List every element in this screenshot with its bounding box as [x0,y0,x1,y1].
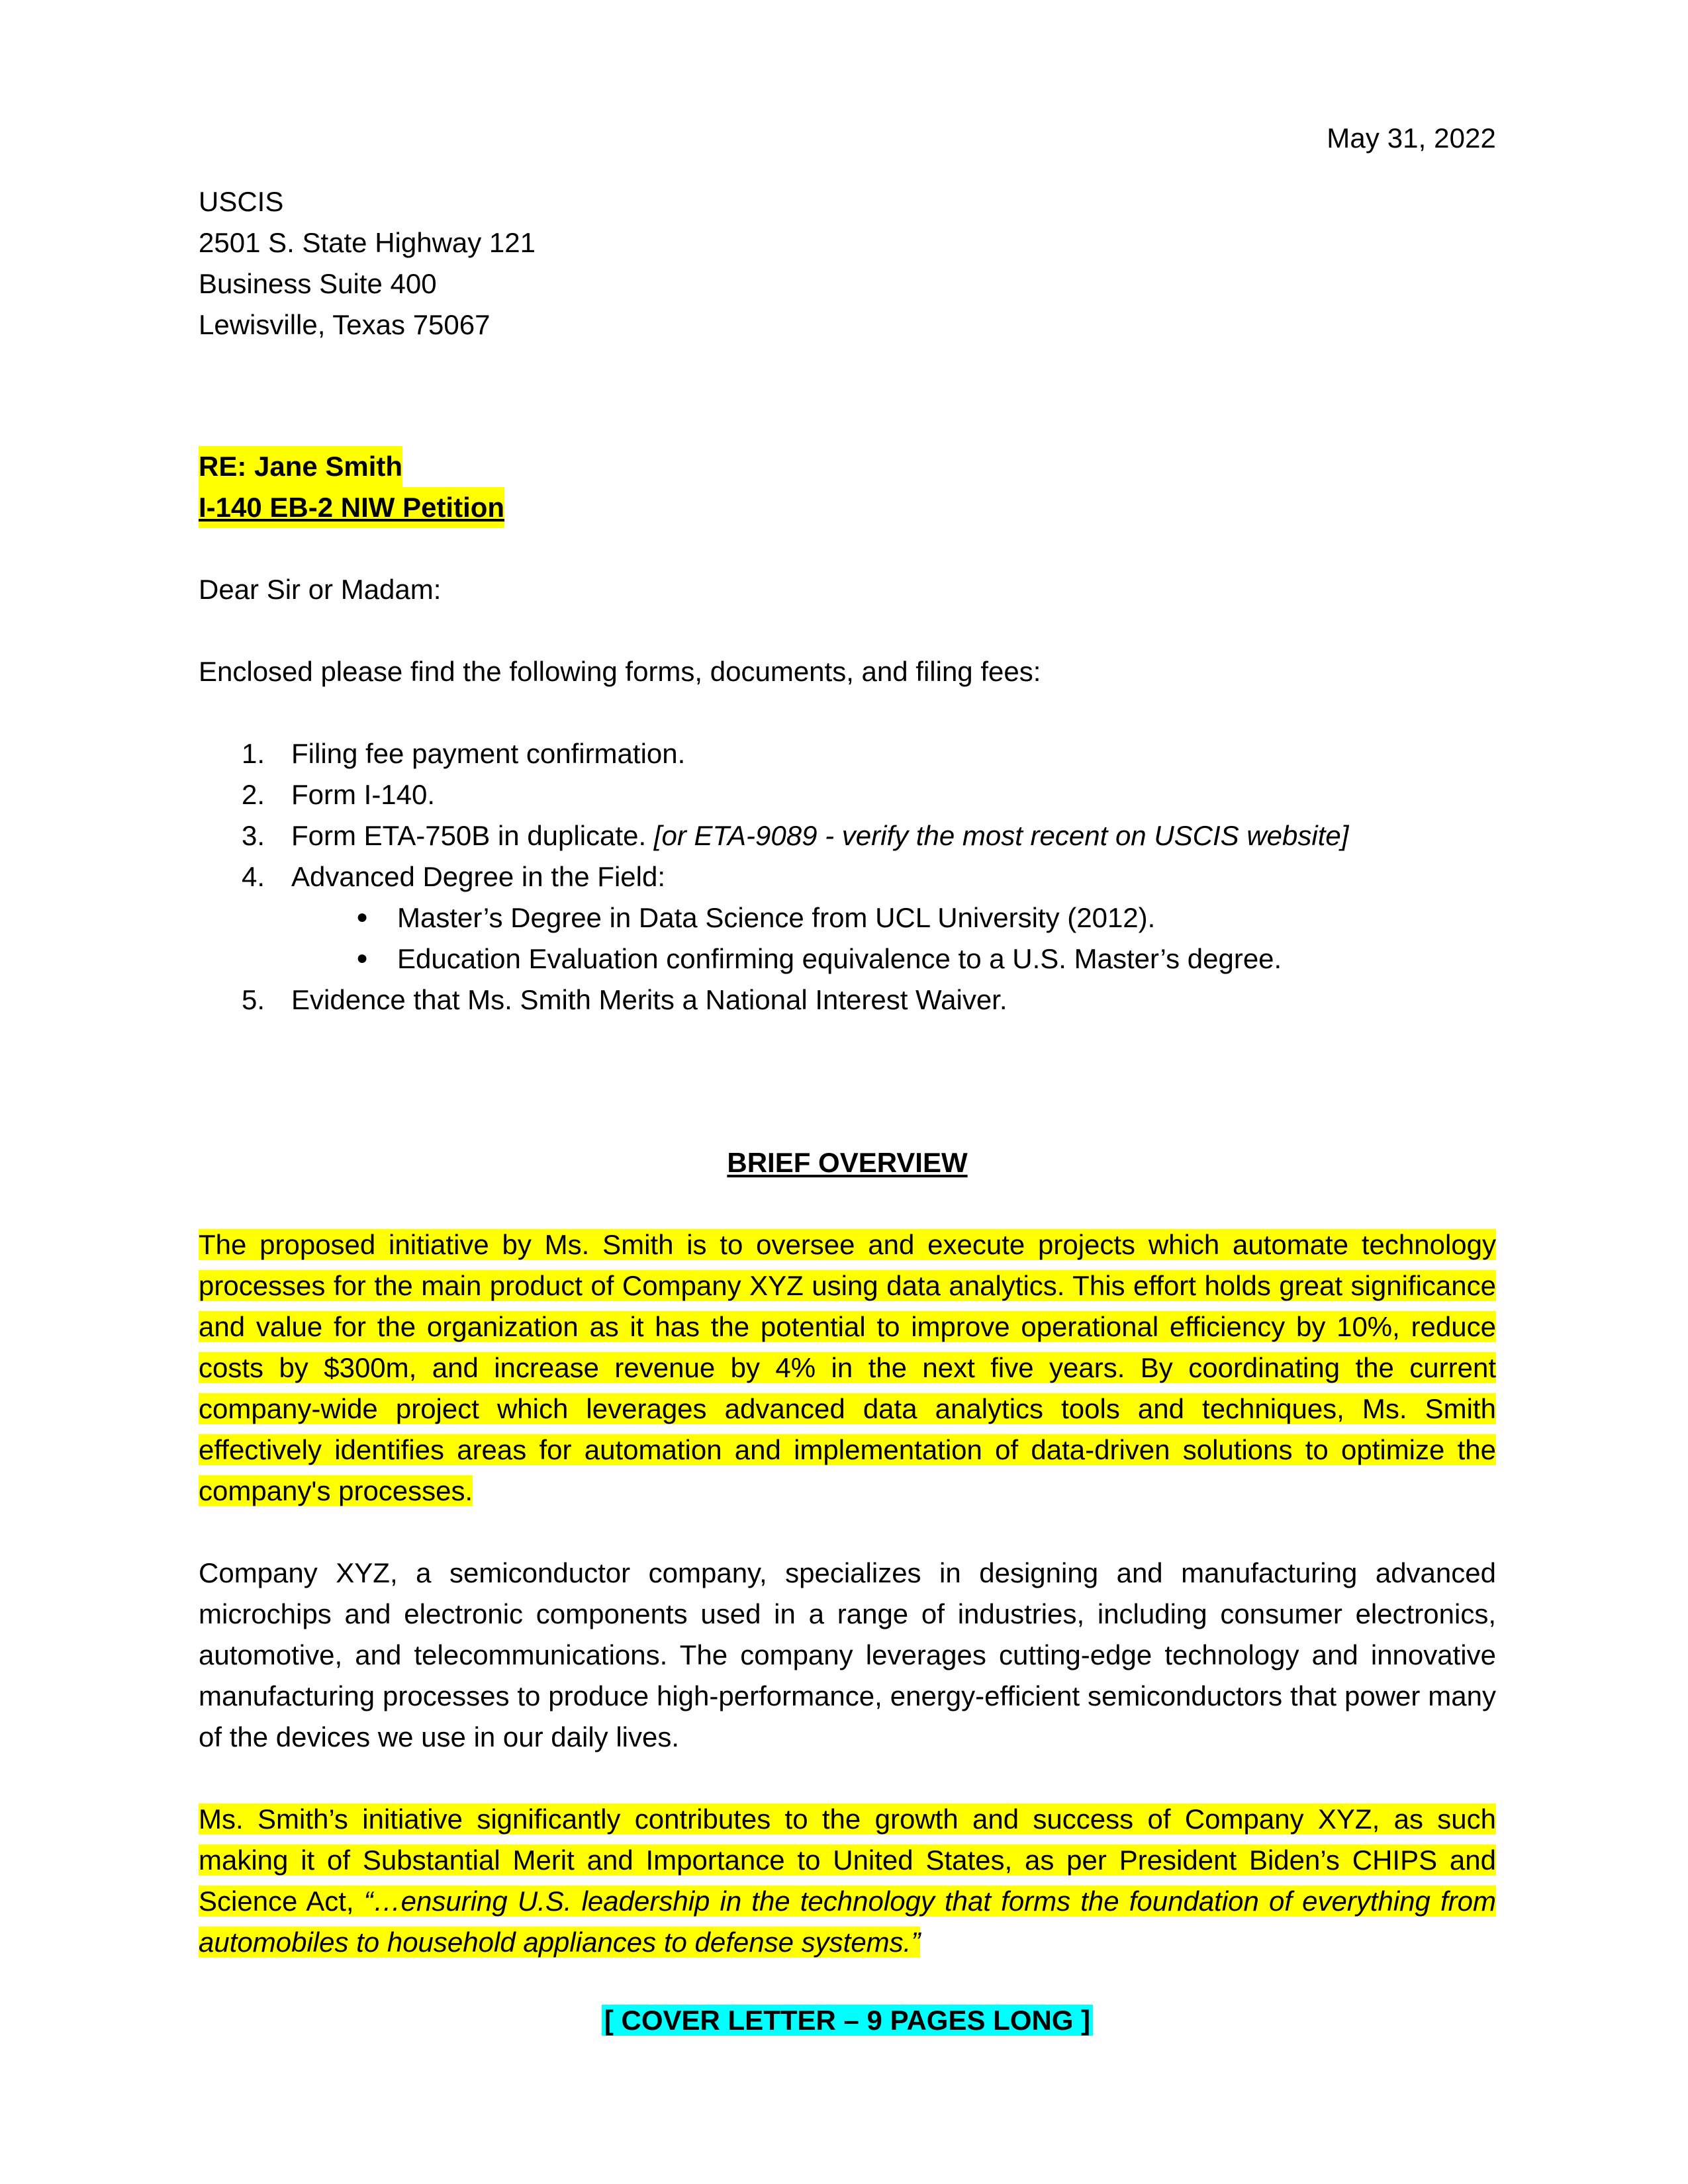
enclosure-item [199,815,1496,856]
paragraph-overview-text: The proposed initiative by Ms. Smith is to oversee and execute projects which automate technology processes for the main product of Company XYZ using data analytics. This effort holds great significance and value for the organization as it has the potential to improve operational efficiency by 10%, reduce costs by $300m, and increase revenue by 4% in the next five years. By coordinating the current company-wide project which leverages advanced data analytics tools and techniques, Ms. Smith effectively identifies areas for automation and implementation of data-driven solutions to optimize the company's processes. [199,1229,1496,1506]
enclosure-item-label: Form I-140. [291,779,436,810]
merit-statement-lead: Ms. Smith’s initiative significantly contributes to the growth and success of Company XYZ, as such making it of Substantial Merit and Importance to United States, as per President Biden’s CHIPS and Science Act, [199,1803,1496,1917]
enclosure-item [199,979,1496,1021]
subject-line-2-row [199,487,1496,528]
recipient-address-line-2: Business Suite 400 [199,268,437,299]
footer-note [199,2000,1496,2041]
enclosures-list [199,733,1496,1021]
subject-block [199,446,1496,528]
spacer-after-heading [199,1183,1496,1224]
subject-line-2: I-140 EB-2 NIW Petition [199,487,504,528]
enclosure-sub-bullet-item: ● Education Evaluation confirming equivalence to a U.S. Master’s degree. [291,938,1496,979]
spacer-after-subject [199,528,1496,569]
recipient-name: USCIS [199,186,284,217]
cover-letter-length-badge: [ COVER LETTER – 9 PAGES LONG ] [602,2005,1093,2036]
spacer-before-heading [199,1021,1496,1101]
spacer-between-paragraphs-2 [199,1758,1496,1799]
spacer-after-intro [199,692,1496,733]
recipient-address-line-1: 2501 S. State Highway 121 [199,227,536,258]
enclosure-sub-bullet-list [291,897,1496,979]
paragraph-company-description: Company XYZ, a semiconductor company, specializes in designing and manufacturing advanced microchips and electronic components used in a range of industries, including consumer electronics, automotive, and telecommunications. The company leverages cutting-edge technology and innovative manufacturing processes to produce high-performance, energy-efficient semiconductors that power many of the devices we use in our daily lives. [199,1557,1496,1752]
paragraph-merit-statement-text [199,1803,1496,1958]
intro-line: Enclosed please find the following forms, documents, and filing fees: [199,656,1041,687]
enclosure-item-label: Filing fee payment confirmation. [291,738,686,769]
subject-line-1: RE: Jane Smith [199,446,402,487]
chips-act-quote: “…ensuring U.S. leadership in the technology that forms the foundation of everything from automobiles to household appliances to defense systems.” [199,1886,1496,1958]
subject-line-1-row [199,446,1496,487]
enclosure-sub-bullet-item: ● Master’s Degree in Data Science from UCL University (2012). [291,897,1496,938]
spacer-before-heading-2 [199,1101,1496,1142]
enclosure-item-label: Evidence that Ms. Smith Merits a National Interest Waiver. [291,984,1008,1015]
enclosure-item-label: Advanced Degree in the Field: [291,861,666,892]
spacer-before-subject [199,426,1496,446]
paragraph-overview [199,1224,1496,1512]
recipient-address-block [199,181,1496,345]
enclosure-item-label: Form ETA-750B in duplicate. [291,820,654,851]
enclosure-item [199,733,1496,774]
salutation: Dear Sir or Madam: [199,574,442,605]
spacer-after-salutation [199,610,1496,651]
paragraph-merit-statement [199,1799,1496,1963]
enclosure-item [199,856,1496,979]
recipient-address-line-3: Lewisville, Texas 75067 [199,309,491,340]
spacer-between-paragraphs-1 [199,1512,1496,1553]
enclosure-item [199,774,1496,815]
enclosure-item-note: [or ETA-9089 - verify the most recent on USCIS website] [653,820,1349,851]
letter-date: May 31, 2022 [1327,122,1496,154]
spacer-after-address [199,345,1496,426]
document-content [199,0,1496,2041]
page-title: BRIEF OVERVIEW [727,1147,968,1178]
